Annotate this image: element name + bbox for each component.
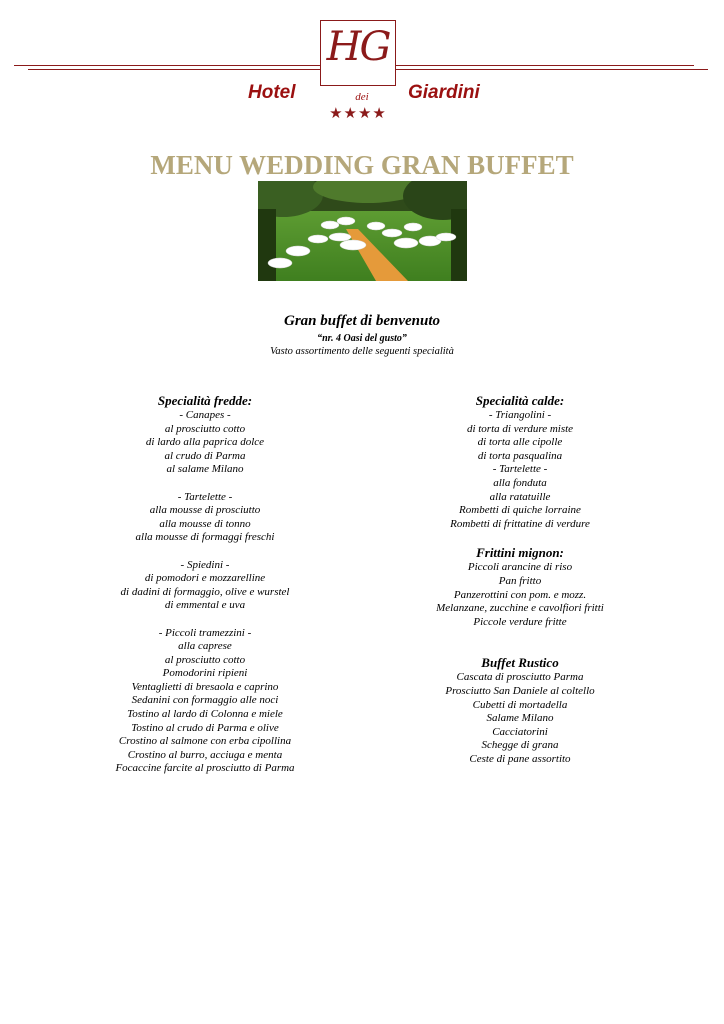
brand-hotel: Hotel: [248, 82, 296, 103]
list-item: Sedanini con formaggio alle noci: [131, 694, 279, 707]
list-item: al crudo di Parma: [164, 449, 246, 462]
list-item: di torta pasqualina: [477, 449, 563, 462]
list-item: Pan fritto: [498, 574, 542, 587]
list-item: Schegge di grana: [481, 739, 559, 752]
list-item: Salame Milano: [486, 712, 554, 725]
list-item: - Spiedini -: [180, 558, 230, 571]
right-section-heading: Frittini mignon:: [476, 545, 564, 561]
list-item: alla ratatuille: [489, 490, 551, 503]
page-title: MENU WEDDING GRAN BUFFET: [150, 150, 574, 180]
list-item: al prosciutto cotto: [164, 422, 246, 435]
list-item: di emmental e uva: [164, 599, 246, 612]
list-item: Panzerottini con pom. e mozz.: [453, 588, 587, 601]
list-item: alla fonduta: [493, 476, 547, 489]
brand-giardini: Giardini: [408, 82, 480, 103]
list-item: di pomodori e mozzarelline: [144, 572, 266, 585]
list-item: di dadini di formaggio, olive e wurstel: [120, 585, 290, 598]
logo: [320, 20, 396, 86]
brand-dei: dei: [355, 91, 369, 103]
list-item: Prosciutto San Daniele al coltello: [445, 684, 595, 697]
list-item: di torta alle cipolle: [477, 436, 563, 449]
right-column: [405, 393, 635, 766]
garden-tables-photo: [258, 181, 467, 281]
list-item: di lardo alla paprica dolce: [145, 436, 265, 449]
list-item: Tostino al lardo di Colonna e miele: [127, 708, 283, 721]
list-item: Cubetti di mortadella: [472, 698, 568, 711]
list-item: - Piccoli tramezzini -: [158, 626, 252, 639]
list-item: Ceste di pane assortito: [469, 752, 571, 765]
list-item: - Triangolini -: [488, 409, 552, 421]
star-rating: ★★★★: [329, 106, 387, 122]
list-item: Crostino al salmone con erba cipollina: [118, 735, 292, 748]
list-item: al salame Milano: [166, 463, 244, 476]
list-item: Crostino al burro, acciuga e menta: [127, 748, 283, 761]
left-column-heading: Specialità fredde:: [157, 393, 253, 408]
list-item: - Canapes -: [179, 409, 231, 421]
list-item: di torta di verdure miste: [466, 422, 574, 435]
list-item: Cacciatorini: [492, 725, 548, 738]
list-item: Melanzane, zucchine e cavolfiori fritti: [436, 602, 604, 615]
list-item: Focaccine farcite al prosciutto di Parma: [115, 762, 295, 775]
list-item: alla mousse di formaggi freschi: [135, 531, 275, 544]
list-item: alla mousse di prosciutto: [149, 504, 261, 517]
list-item: Tostino al crudo di Parma e olive: [131, 721, 279, 734]
right-section-heading: Buffet Rustico: [481, 655, 559, 671]
list-item: Ventaglietti di bresaola e caprino: [131, 680, 279, 693]
intro-heading: Gran buffet di benvenuto: [284, 313, 440, 329]
list-item: - Tartelette -: [492, 463, 548, 476]
list-item: alla mousse di tonno: [159, 517, 251, 530]
intro-subheading: “nr. 4 Oasi del gusto”: [317, 333, 407, 344]
list-item: Piccoli arancine di riso: [467, 561, 573, 574]
list-item: Rombetti di frittatine di verdure: [450, 517, 590, 530]
left-column: [95, 393, 315, 776]
intro-note: Vasto assortimento delle seguenti specialità: [270, 346, 454, 357]
list-item: - Tartelette -: [177, 490, 233, 503]
logo-monogram: HG: [326, 24, 390, 70]
list-item: Pomodorini ripieni: [162, 667, 248, 680]
list-item: Piccole verdure fritte: [473, 615, 567, 628]
right-section-heading: Specialità calde:: [475, 393, 565, 408]
list-item: al prosciutto cotto: [164, 653, 246, 666]
list-item: alla caprese: [178, 640, 232, 653]
list-item: Rombetti di quiche lorraine: [459, 504, 581, 517]
list-item: Cascata di prosciutto Parma: [456, 671, 584, 684]
